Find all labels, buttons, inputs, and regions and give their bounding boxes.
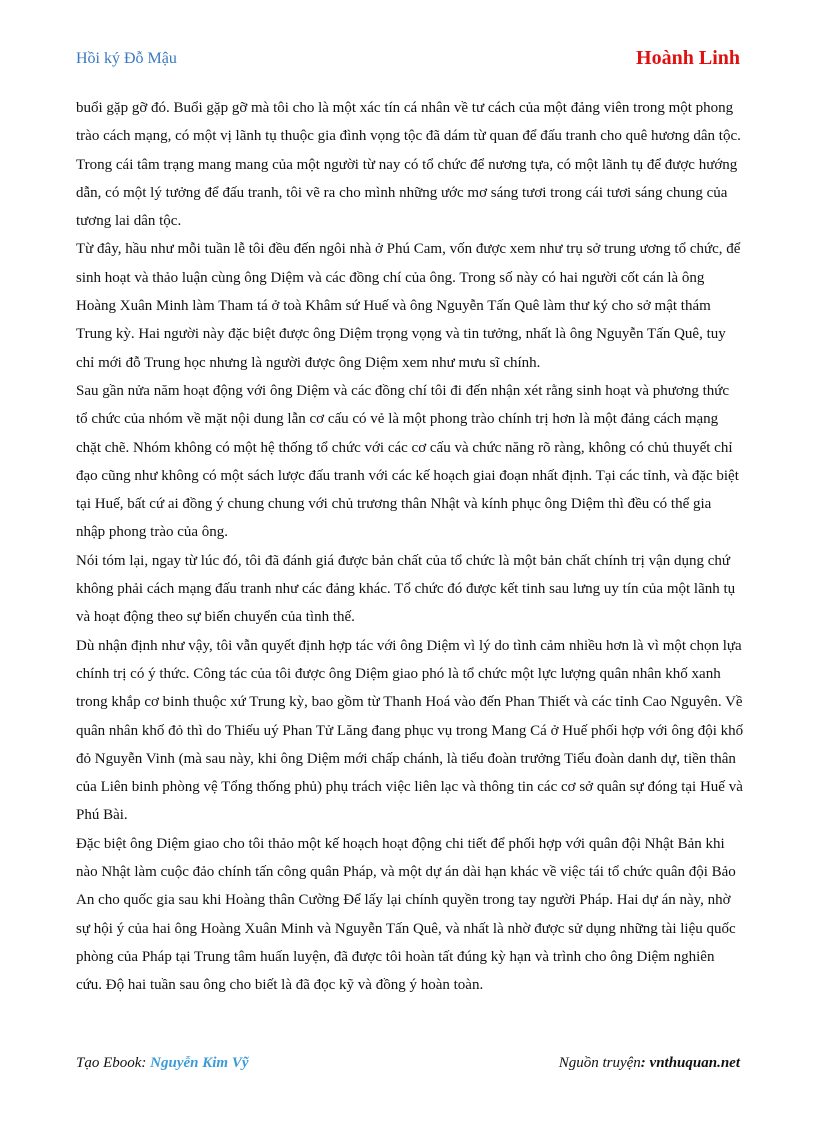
footer-source-credit: [559, 1055, 740, 1072]
footer-source-site: vnthuquan.net: [649, 1055, 740, 1071]
paragraph: Nói tóm lại, ngay từ lúc đó, tôi đã đánh giá được bản chất của tổ chức là một bản chất chính trị vận dụng chứ không phải cách mạng đấu tranh như các đảng khác. Tổ chức đó được kết tinh sau lưng uy tín của một lãnh tụ và hoạt động theo sự biến chuyển của tình thế.: [76, 552, 736, 626]
footer-separator: :: [141, 1055, 151, 1071]
paragraph: buổi gặp gỡ đó. Buổi gặp gỡ mà tôi cho là một xác tín cá nhân về tư cách của một đảng viên trong một phong trào cách mạng, có một vị lãnh tụ thuộc gia đình vọng tộc đã dám từ quan để đấu tranh cho quê hương dân tộc. Trong cái tâm trạng mang mang của một người từ nay có tổ chức để nương tựa, có một lãnh tụ để được hướng dẫn, có một lý tưởng để đấu tranh, tôi vẽ ra cho mình những ước mơ sáng tươi trong cái tươi sáng chung của tương lai dân tộc.: [76, 100, 741, 230]
paragraph: Từ đây, hầu như mỗi tuần lễ tôi đều đến ngôi nhà ở Phú Cam, vốn được xem như trụ sở trung ương tổ chức, để sinh hoạt và thảo luận cùng ông Diệm và các đồng chí của ông. Trong số này có hai người cốt cán là ông Hoàng Xuân Minh làm Tham tá ở toà Khâm sứ Huế và ông Nguyễn Tấn Quê làm thư ký cho sở mật thám Trung kỳ. Hai người này đặc biệt được ông Diệm trọng vọng và tin tưởng, nhất là ông Nguyễn Tấn Quê, tuy chỉ mới đỗ Trung học nhưng là người được ông Diệm xem như mưu sĩ chính.: [76, 241, 741, 371]
body-text: [76, 94, 744, 1000]
page-header-right: Hoành Linh: [636, 47, 740, 69]
footer-ebook-credit: [76, 1055, 249, 1072]
footer-source-label: Nguồn truyện: [558, 1055, 641, 1071]
footer-separator: :: [640, 1055, 650, 1071]
footer-ebook-author: Nguyễn Kim Vỹ: [150, 1055, 249, 1071]
page-header-left: Hồi ký Đỗ Mậu: [76, 50, 177, 67]
paragraph: Dù nhận định như vậy, tôi vẫn quyết định hợp tác với ông Diệm vì lý do tình cảm nhiều hơn là vì một chọn lựa chính trị có ý thức. Công tác của tôi được ông Diệm giao phó là tổ chức một lực lượng quân nhân khố xanh trong khắp cơ binh thuộc xứ Trung kỳ, bao gồm từ Thanh Hoá vào đến Phan Thiết và các tỉnh Cao Nguyên. Về quân nhân khố đỏ thì do Thiếu uý Phan Tử Lăng đang phục vụ trong Mang Cá ở Huế phối hợp với ông đội khố đỏ Nguyễn Vinh (mà sau này, khi ông Diệm mới chấp chánh, là tiểu đoàn trưởng Tiểu đoàn danh dự, tiền thân của Liên binh phòng vệ Tổng thống phủ) phụ trách việc liên lạc và thông tin các cơ sở quân sự đóng tại Huế và Phú Bài.: [76, 637, 744, 824]
footer-ebook-label: Tạo Ebook: [76, 1055, 142, 1071]
paragraph: Đặc biệt ông Diệm giao cho tôi thảo một kế hoạch hoạt động chi tiết để phối hợp với quân đội Nhật Bản khi nào Nhật làm cuộc đảo chính tấn công quân Pháp, và một dự án dài hạn khác về việc tái tổ chức quân đội Bảo An cho quốc gia sau khi Hoàng thân Cường Để lấy lại chính quyền trong tay người Pháp. Hai dự án này, nhờ sự hội ý của hai ông Hoàng Xuân Minh và Nguyễn Tấn Quê, và nhất là nhờ được sử dụng những tài liệu quốc phòng của Pháp tại Trung tâm huấn luyện, đã được tôi hoàn tất đúng kỳ hạn và trình cho ông Diệm nghiên cứu. Độ hai tuần sau ông cho biết là đã đọc kỹ và đồng ý hoàn toàn.: [76, 835, 736, 994]
paragraph: Sau gần nửa năm hoạt động với ông Diệm và các đồng chí tôi đi đến nhận xét rằng sinh hoạt và phương thức tổ chức của nhóm về mặt nội dung lẫn cơ cấu có vẻ là một phong trào chính trị hơn là một đảng cách mạng chặt chẽ. Nhóm không có một hệ thống tổ chức với các cơ cấu và chức năng rõ ràng, không có chủ thuyết chỉ đạo cũng như không có một sách lược đấu tranh với các kế hoạch giai đoạn nhất định. Tại các tỉnh, và đặc biệt tại Huế, bất cứ ai đồng ý chung chung với chủ trương thân Nhật và kính phục ông Diệm thì đều có thể gia nhập phong trào của ông.: [76, 382, 739, 541]
